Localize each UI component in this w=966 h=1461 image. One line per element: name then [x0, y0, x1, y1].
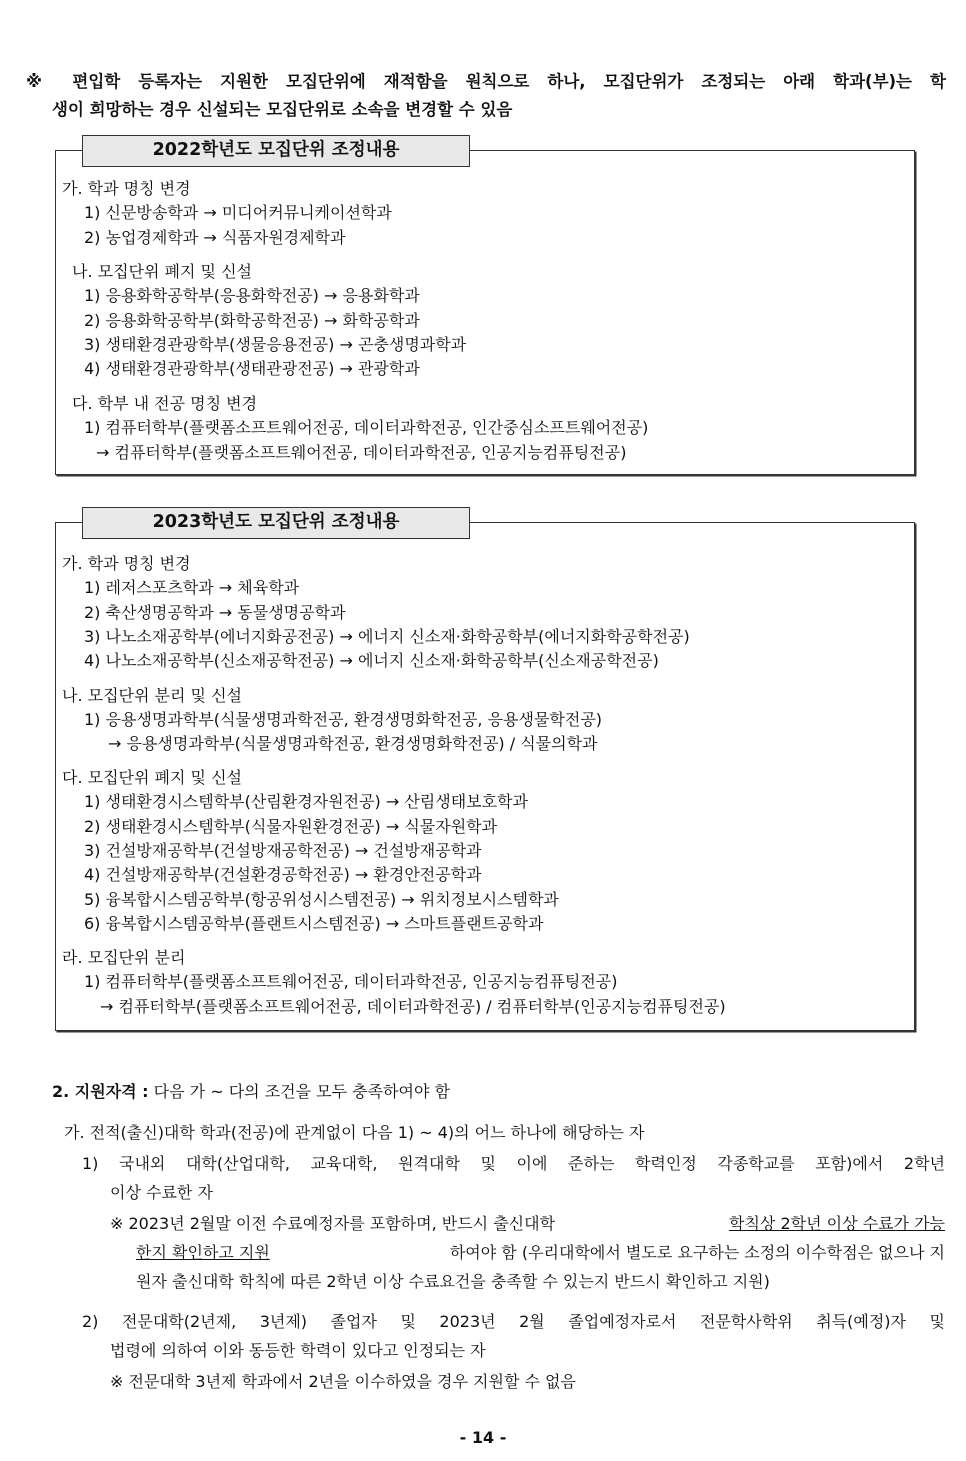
- section-label: 나. 모집단위 분리 및 신설: [62, 686, 242, 705]
- adjustment-box-2023: [55, 512, 915, 1031]
- note-1-text: 하여야 함 (우리대학에서 별도로 요구하는 소정의 이수학점은 없으나 지: [449, 1243, 945, 1262]
- section-label: 가. 학과 명칭 변경: [62, 554, 191, 573]
- section-label: 라. 모집단위 분리: [62, 948, 186, 967]
- box-title-2022: 2022학년도 모집단위 조정내용: [82, 135, 470, 167]
- adjustment-box-2022: [55, 140, 915, 475]
- section-label: 다. 학부 내 전공 명칭 변경: [72, 394, 258, 413]
- box-title-2023: 2023학년도 모집단위 조정내용: [82, 507, 470, 539]
- section-2-subtitle: 다음 가 ~ 다의 조건을 모두 충족하여야 함: [148, 1082, 450, 1101]
- list-item: 2) 응용화학공학부(화학공학전공) → 화학공학과: [84, 311, 420, 330]
- section-label: 나. 모집단위 폐지 및 신설: [72, 262, 252, 281]
- section-label: 다. 모집단위 폐지 및 신설: [62, 768, 242, 787]
- list-item: 5) 융복합시스템공학부(항공위성시스템전공) → 위치정보시스템학과: [84, 890, 559, 909]
- list-item: 1) 컴퓨터학부(플랫폼소프트웨어전공, 데이터과학전공, 인간중심소프트웨어전공): [84, 418, 649, 437]
- transfer-note: [26, 68, 946, 124]
- note-1-text: ※ 2023년 2월말 이전 수료예정자를 포함하며, 반드시 출신대학: [110, 1214, 556, 1233]
- list-item: 4) 생태환경관광학부(생태관광전공) → 관광학과: [84, 359, 420, 378]
- eligibility-item-1-line-1: 1) 국내외 대학(산업대학, 교육대학, 원격대학 및 이에 준하는 학력인정 각종학교를 포함)에서 2학년: [82, 1154, 945, 1173]
- eligibility-item-2-line-1: 2) 전문대학(2년제, 3년제) 졸업자 및 2023년 2월 졸업예정자로서 전문학사학위 취득(예정)자 및: [82, 1312, 945, 1331]
- note-1-line-3: 원자 출신대학 학칙에 따른 2학년 이상 수료요건을 충족할 수 있는지 반드시 확인하고 지원): [136, 1272, 770, 1291]
- list-item: 2) 농업경제학과 → 식품자원경제학과: [84, 228, 346, 247]
- list-item: 2) 생태환경시스템학부(식물자원환경전공) → 식물자원학과: [84, 817, 498, 836]
- transfer-note-line-1: ※ 편입학 등록자는 지원한 모집단위에 재적함을 원칙으로 하나, 모집단위가 조정되는 아래 학과(부)는 학: [26, 72, 946, 91]
- eligibility-ga: 가. 전적(출신)대학 학과(전공)에 관계없이 다음 1) ~ 4)의 어느 하나에 해당하는 자: [64, 1123, 645, 1142]
- section-label: 가. 학과 명칭 변경: [62, 179, 191, 198]
- note-1-underlined: 한지 확인하고 지원: [136, 1243, 270, 1262]
- list-item: → 응용생명과학부(식물생명과학전공, 환경생명화학전공) / 식물의학과: [108, 734, 598, 753]
- section-2-title: 2. 지원자격 :: [52, 1082, 149, 1101]
- list-item: → 컴퓨터학부(플랫폼소프트웨어전공, 데이터과학전공, 인공지능컴퓨팅전공): [96, 443, 627, 462]
- list-item: 4) 나노소재공학부(신소재공학전공) → 에너지 신소재·화학공학부(신소재공학전공): [84, 651, 659, 670]
- list-item: 3) 건설방재공학부(건설방재공학전공) → 건설방재공학과: [84, 841, 482, 860]
- page-number: - 14 -: [459, 1428, 507, 1447]
- eligibility-item-2-line-2: 법령에 의하여 이와 동등한 학력이 있다고 인정되는 자: [110, 1341, 486, 1360]
- section-2-heading: [52, 1080, 450, 1104]
- transfer-note-line-2: 생이 희망하는 경우 신설되는 모집단위로 소속을 변경할 수 있음: [52, 100, 513, 119]
- list-item: 1) 신문방송학과 → 미디어커뮤니케이션학과: [84, 203, 392, 222]
- list-item: 1) 레저스포츠학과 → 체육학과: [84, 578, 300, 597]
- list-item: 4) 건설방재공학부(건설환경공학전공) → 환경안전공학과: [84, 865, 482, 884]
- list-item: 3) 나노소재공학부(에너지화공전공) → 에너지 신소재·화학공학부(에너지화학공학전공): [84, 627, 690, 646]
- list-item: 2) 축산생명공학과 → 동물생명공학과: [84, 603, 346, 622]
- list-item: 1) 생태환경시스템학부(산림환경자원전공) → 산림생태보호학과: [84, 792, 528, 811]
- list-item: 1) 응용생명과학부(식물생명과학전공, 환경생명화학전공, 응용생물학전공): [84, 710, 603, 729]
- note-1-underlined: 학칙상 2학년 이상 수료가 가능: [729, 1214, 945, 1233]
- list-item: 1) 응용화학공학부(응용화학전공) → 응용화학과: [84, 286, 420, 305]
- list-item: 1) 컴퓨터학부(플랫폼소프트웨어전공, 데이터과학전공, 인공지능컴퓨팅전공): [84, 972, 618, 991]
- list-item: 6) 융복합시스템공학부(플랜트시스템전공) → 스마트플랜트공학과: [84, 914, 544, 933]
- note-2: ※ 전문대학 3년제 학과에서 2년을 이수하였을 경우 지원할 수 없음: [110, 1372, 576, 1391]
- note-1-line-1: [110, 1212, 945, 1236]
- list-item: 3) 생태환경관광학부(생물응용전공) → 곤충생명과학과: [84, 335, 467, 354]
- list-item: → 컴퓨터학부(플랫폼소프트웨어전공, 데이터과학전공) / 컴퓨터학부(인공지능컴퓨팅전공): [100, 997, 726, 1016]
- eligibility-item-1-line-2: 이상 수료한 자: [110, 1183, 213, 1202]
- note-1-line-2: [136, 1241, 945, 1265]
